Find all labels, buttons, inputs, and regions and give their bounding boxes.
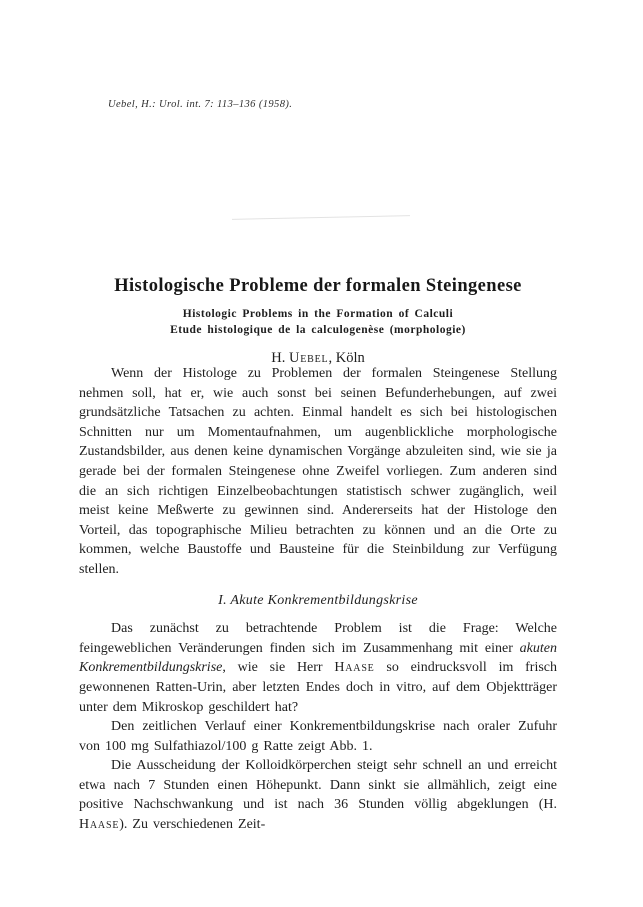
text-run: akuten Konkrementbildungskrise: [79, 640, 557, 676]
text-run: Wenn der Histologe zu Problemen der formalen Steingenese Stellung nehmen soll, hat er, wie auch sonst bei seinen Befunderhebungen, auf zwei grundsätzliche Tatsachen zu achten. Einmal handelt es sich bei histologischen Schnitten nur um Momentaufnahmen, um augenblickliche morphologische Zustandsbilder, aus denen keine dynamischen Vorgänge abzuleiten sind, wie sie ja gerade bei der formalen Steingenese ohne Zweifel vorliegen. Zum anderen sind die an sich richtigen Einzelbeobachtungen statistisch schwer zugänglich, weil meist keine Meßwerte zu gewinnen sind. Andererseits hat der Histologe den Vorteil, das topographische Milieu betrachten zu können und an die Orte zu kommen, welche Baustoffe und Bausteine für die Steinbildung zur Verfügung stellen.: [79, 366, 557, 577]
text-run: Haase: [334, 660, 375, 676]
paper-subtitle-french: Etude histologique de la calculogenèse (morphologie): [170, 324, 466, 336]
paragraph: [79, 717, 557, 756]
paragraph: [79, 756, 557, 834]
text-run: Haase: [79, 817, 120, 833]
paper-title: Histologische Probleme der formalen Steingenese: [114, 276, 522, 296]
author-city: , Köln: [328, 350, 365, 366]
scan-artifact-line: [232, 215, 410, 220]
text-run: Die Ausscheidung der Kolloidkörperchen steigt sehr schnell an und erreicht etwa nach 7 Stunden einen Höhepunkt. Dann sinkt sie allmählich, zeigt eine positive Nachschwankung und ist nach 36 Stunden völlig abgeklungen (H.: [79, 758, 557, 813]
text-run: Das zunächst zu betrachtende Problem ist die Frage: Welche feingeweblichen Veränderungen finden sich im Zusammenhang mit einer: [79, 621, 557, 656]
text-run: Den zeitlichen Verlauf einer Konkrementbildungskrise nach oraler Zufuhr von 100 mg Sulfathiazol/100 g Ratte zeigt Abb. 1.: [79, 719, 557, 754]
paragraph: [79, 364, 557, 580]
text-run: ). Zu verschiedenen Zeit-: [119, 817, 266, 833]
author-initial: H.: [271, 350, 289, 366]
text-run: , wie sie Herr: [222, 660, 335, 676]
journal-reference: Uebel, H.: Urol. int. 7: 113–136 (1958).: [108, 99, 293, 110]
article-body: [79, 364, 557, 835]
section-paragraphs: [79, 619, 557, 835]
paragraph: [79, 619, 557, 717]
intro-paragraphs: [79, 364, 557, 580]
author-surname: Uebel: [289, 350, 329, 366]
text-run: so eindrucksvoll im frisch gewonnenen Ratten-Urin, aber letzten Endes doch in vitro, auf dem Objektträger unter dem Mikroskop geschildert hat?: [79, 660, 557, 715]
title-block: [79, 276, 557, 367]
paper-subtitle-english: Histologic Problems in the Formation of Calculi: [182, 308, 454, 320]
section-heading: I. Akute Konkrementbildungskrise: [218, 592, 418, 608]
